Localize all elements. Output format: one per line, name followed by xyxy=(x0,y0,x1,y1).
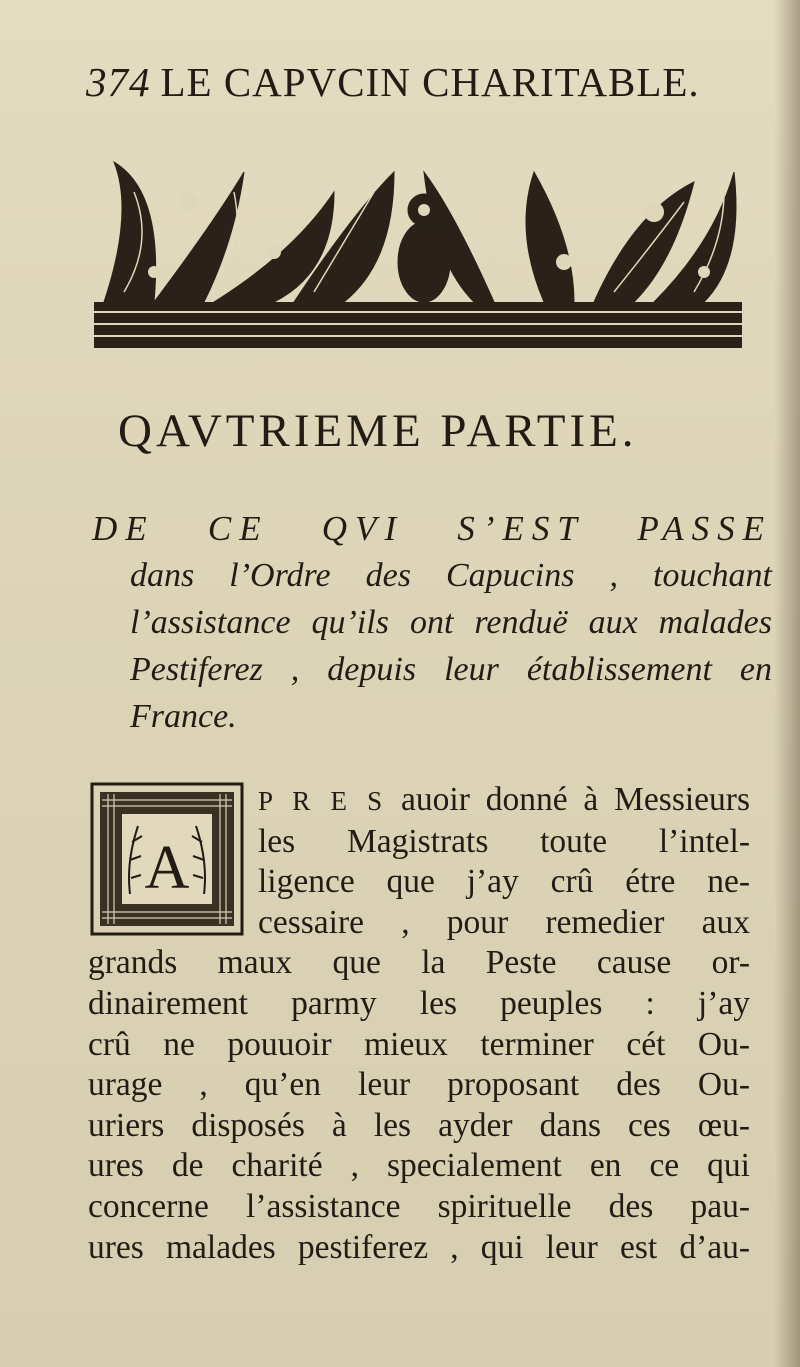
body-line: crû ne pouuoir mieux terminer cét Ou- xyxy=(88,1025,750,1063)
body-line: urage , qu’en leur proposant des Ou- xyxy=(88,1066,750,1104)
part-title: QAVTRIEME PARTIE. xyxy=(118,405,638,457)
running-title: LE CAPVCIN CHARITABLE. xyxy=(160,59,700,105)
page-number: 374 xyxy=(86,59,151,105)
body-line: les Magistrats toute l’intel- xyxy=(258,822,750,860)
body-line: grands maux que la Peste cause or- xyxy=(88,944,750,982)
body-line: ures de charité , specialement en ce qui xyxy=(88,1147,750,1185)
body-line: uriers disposés à les ayder dans ces œu- xyxy=(88,1106,750,1144)
chapter-subtitle xyxy=(92,505,772,740)
subtitle-line: dans l’Ordre des Capucins , touchant xyxy=(130,557,772,594)
subtitle-line: Pestiferez , depuis leur établissement en xyxy=(130,651,772,688)
body-line: concerne l’assistance spirituelle des pau- xyxy=(88,1187,750,1225)
small-caps-word: P R E S xyxy=(258,786,386,816)
subtitle-line: France. xyxy=(130,698,237,735)
body-line: ligence que j’ay crû étre ne- xyxy=(258,863,750,901)
woodcut-headpiece-ornament xyxy=(94,152,742,352)
running-head xyxy=(86,58,746,106)
body-line: ures malades pestiferez , qui leur est d’au- xyxy=(88,1228,750,1266)
drop-cap-letter: A xyxy=(144,834,190,902)
page-edge-shadow xyxy=(774,0,800,1367)
body-line: P R E S auoir donné à Messieurs xyxy=(258,781,750,818)
subtitle-line: DE CE QVI S’EST PASSE xyxy=(92,509,772,548)
body-line: dinairement parmy les peuples : j’ay xyxy=(88,984,750,1022)
subtitle-line: l’assistance qu’ils ont renduë aux malades xyxy=(130,604,772,641)
body-line: cessaire , pour remedier aux xyxy=(258,903,750,941)
body-paragraph xyxy=(88,780,750,1268)
